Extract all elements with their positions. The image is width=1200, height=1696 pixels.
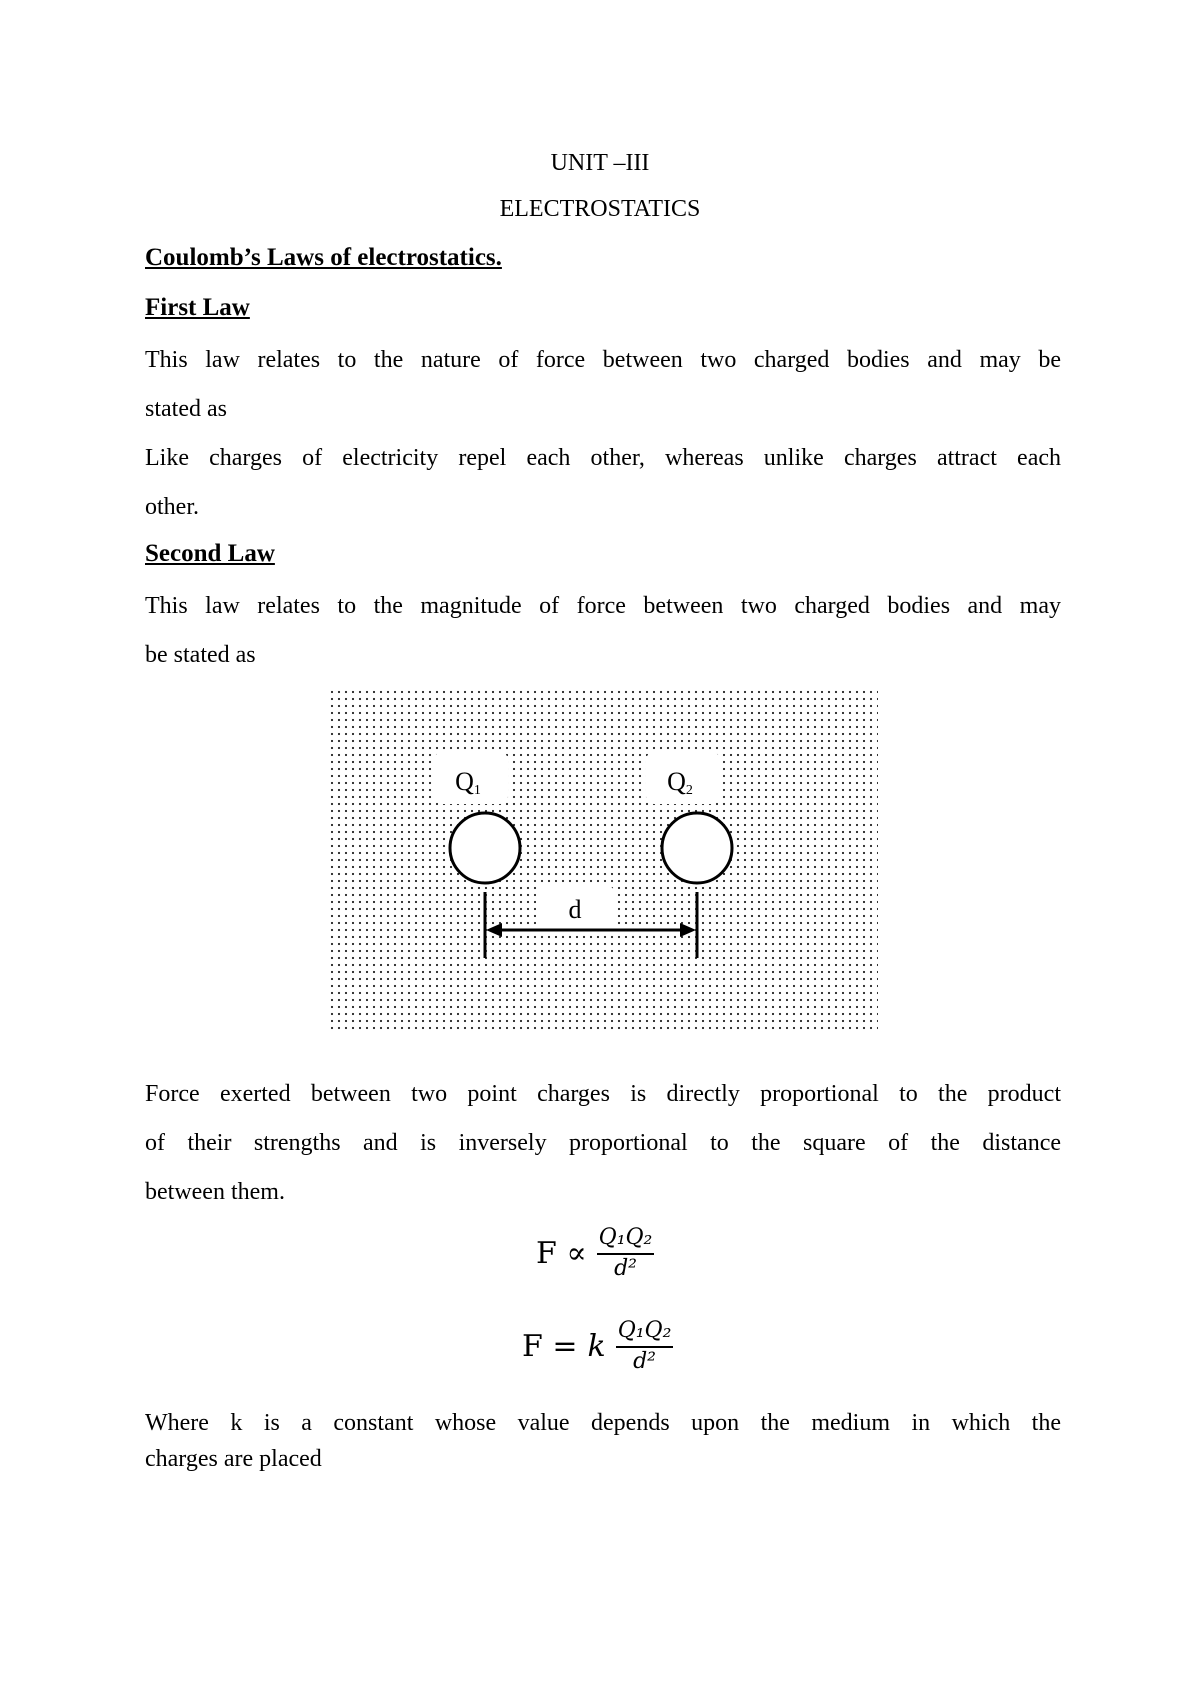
proportionality-formula xyxy=(536,1225,654,1282)
topic-title: ELECTROSTATICS xyxy=(499,196,701,222)
charge1-sphere xyxy=(450,813,520,883)
second-law-intro xyxy=(145,582,1061,680)
first-law-heading: First Law xyxy=(145,294,250,321)
formula-lhs-equals: F = xyxy=(522,1329,578,1364)
first-law-intro-line-1: This law relates to the nature of force between two charged bodies and may be xyxy=(145,347,1061,373)
first-law-intro xyxy=(145,336,1061,434)
first-law-statement-line-2: other. xyxy=(145,494,199,520)
formula-fraction-1 xyxy=(597,1225,655,1282)
fraction-denominator: d² xyxy=(633,1349,656,1374)
second-law-statement-line-2: of their strengths and is inversely proportional to the square of the distance xyxy=(145,1130,1061,1156)
second-law-statement-line-3: between them. xyxy=(145,1179,285,1205)
coulomb-equation xyxy=(522,1318,673,1375)
formula-constant: k xyxy=(587,1329,606,1364)
formula-fraction-2 xyxy=(616,1318,674,1375)
charge2-sphere xyxy=(662,813,732,883)
second-law-statement-line-1: Force exerted between two point charges is directly proportional to the product xyxy=(145,1081,1061,1107)
distance-label: d xyxy=(568,895,582,924)
coulomb-diagram xyxy=(330,690,878,1030)
second-law-heading: Second Law xyxy=(145,540,275,567)
first-law-intro-line-2: stated as xyxy=(145,396,227,422)
fraction-denominator: d² xyxy=(614,1256,637,1281)
first-law-statement xyxy=(145,434,1061,532)
constant-explanation-line-2: charges are placed xyxy=(145,1446,322,1472)
constant-explanation xyxy=(145,1405,1061,1477)
second-law-intro-line-1: This law relates to the magnitude of force between two charged bodies and may xyxy=(145,593,1061,619)
diagram-dotted-background xyxy=(330,690,878,1030)
fraction-numerator: Q₁Q₂ xyxy=(616,1318,674,1348)
second-law-intro-line-2: be stated as xyxy=(145,642,256,668)
constant-explanation-line-1: Where k is a constant whose value depends upon the medium in which the xyxy=(145,1410,1061,1436)
section-title: Coulomb’s Laws of electrostatics. xyxy=(145,244,502,271)
unit-title: UNIT –III xyxy=(550,150,650,176)
first-law-statement-line-1: Like charges of electricity repel each other, whereas unlike charges attract each xyxy=(145,445,1061,471)
fraction-numerator: Q₁Q₂ xyxy=(597,1225,655,1255)
charge2-label: Q2 xyxy=(667,767,693,798)
second-law-statement xyxy=(145,1070,1061,1217)
charge1-label: Q1 xyxy=(455,767,481,798)
formula-lhs-proportional: F ∝ xyxy=(536,1236,587,1271)
